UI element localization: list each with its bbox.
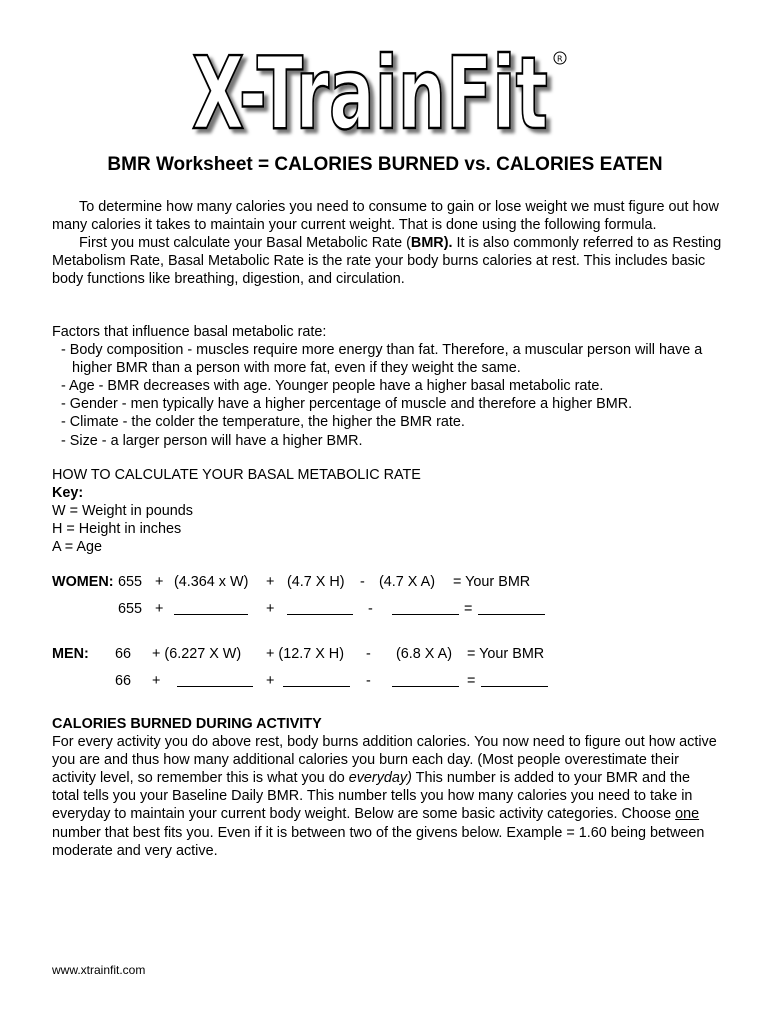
key-item: W = Weight in pounds (52, 503, 193, 520)
plus-sign: + (155, 601, 164, 617)
activity-text: number that best fits you. Even if it is between two of the givens below. Example = 1.60 being between moderate and very active. (52, 824, 705, 859)
key-item: A = Age (52, 539, 103, 556)
plus-sign: + (266, 601, 275, 617)
intro-paragraph-1: To determine how many calories you need to consume to gain or lose weight we must figure out how many calories it takes to maintain your current weight. That is done using the following formula. (52, 199, 719, 234)
factor-item: - Climate - the colder the temperature, the higher the BMR rate. (61, 414, 465, 431)
women-age-blank[interactable] (392, 614, 459, 615)
plus-sign: + (155, 574, 164, 590)
activity-section (52, 715, 720, 860)
women-label: WOMEN: (52, 574, 114, 590)
men-age-term: (6.8 X A) (396, 646, 452, 662)
activity-text: This number is added to your BMR and the total tells you your Baseline Daily BMR. This number tells you how many calories you need to take in everyday to maintain your current body weight. Below are some basic activity categories. Choose (52, 770, 693, 823)
women-constant: 655 (118, 574, 143, 590)
activity-paragraph (52, 733, 720, 860)
howto-heading: HOW TO CALCULATE YOUR BASAL METABOLIC RATE (52, 467, 421, 483)
page-title: BMR Worksheet = CALORIES BURNED vs. CALORIES EATEN (107, 154, 663, 175)
factor-text: - Body composition - muscles require more energy than fat. Therefore, a muscular person will have a higher BMR than a person with more fat, even if they weight the same. (61, 342, 703, 377)
women-constant: 655 (118, 601, 143, 617)
men-weight-term: + (6.227 X W) (152, 646, 242, 662)
xtrainfit-logo (188, 40, 578, 150)
factor-item: - Gender - men typically have a higher percentage of muscle and therefore a higher BMR. (61, 396, 633, 413)
men-label: MEN: (52, 646, 89, 662)
key-item: H = Height in inches (52, 521, 182, 538)
women-weight-term: (4.364 x W) (174, 574, 249, 590)
minus-sign: - (366, 673, 371, 689)
plus-sign: + (266, 673, 275, 689)
factors-section (52, 323, 732, 450)
women-result-label: = Your BMR (453, 574, 531, 590)
svg-text:R: R (557, 54, 563, 64)
minus-sign: - (368, 601, 373, 617)
factor-item (52, 341, 732, 377)
women-height-term: (4.7 X H) (287, 574, 345, 590)
activity-emphasis: everyday) (348, 770, 412, 787)
key-label: Key: (52, 485, 84, 502)
bmr-acronym: BMR). (410, 235, 453, 252)
plus-sign: + (152, 673, 161, 689)
intro-section (52, 198, 732, 288)
intro-paragraph-2 (52, 234, 732, 288)
footer-url: www.xtrainfit.com (52, 963, 146, 977)
svg-text:X-TrainFit: X-TrainFit (192, 40, 548, 150)
activity-heading: CALORIES BURNED DURING ACTIVITY (52, 716, 322, 732)
men-height-term: + (12.7 X H) (266, 646, 344, 662)
women-weight-blank[interactable] (174, 614, 248, 615)
activity-underline: one (675, 806, 700, 823)
women-age-term: (4.7 X A) (379, 574, 435, 590)
men-constant: 66 (115, 673, 132, 689)
men-bmr-blank[interactable] (481, 686, 548, 687)
women-bmr-blank[interactable] (478, 614, 545, 615)
equals-sign: = (464, 601, 473, 617)
equals-sign: = (467, 673, 476, 689)
minus-sign: - (360, 574, 365, 590)
plus-sign: + (266, 574, 275, 590)
men-height-blank[interactable] (283, 686, 350, 687)
minus-sign: - (366, 646, 371, 662)
intro-text-rest: It is also commonly referred to as Resting Metabolism Rate, Basal Metabolic Rate is the rate your body burns calories at rest. This includes basic body functions like breathing, digestion, and circulation. (52, 235, 722, 288)
women-height-blank[interactable] (287, 614, 353, 615)
men-weight-blank[interactable] (177, 686, 253, 687)
men-age-blank[interactable] (392, 686, 459, 687)
factors-heading: Factors that influence basal metabolic rate: (52, 324, 327, 340)
activity-text: For every activity you do above rest, body burns addition calories. You now need to figure out how active you are and thus how many additional calories you burn each day. (Most people overestimate their activity level, so remember this is what you do (52, 734, 717, 787)
men-result-label: = Your BMR (467, 646, 545, 662)
intro-text: First you must calculate your Basal Metabolic Rate ( (79, 235, 411, 252)
factor-item: - Age - BMR decreases with age. Younger people have a higher basal metabolic rate. (61, 378, 604, 395)
factor-item: - Size - a larger person will have a higher BMR. (61, 432, 363, 449)
men-constant: 66 (115, 646, 132, 662)
howto-section (52, 466, 732, 556)
